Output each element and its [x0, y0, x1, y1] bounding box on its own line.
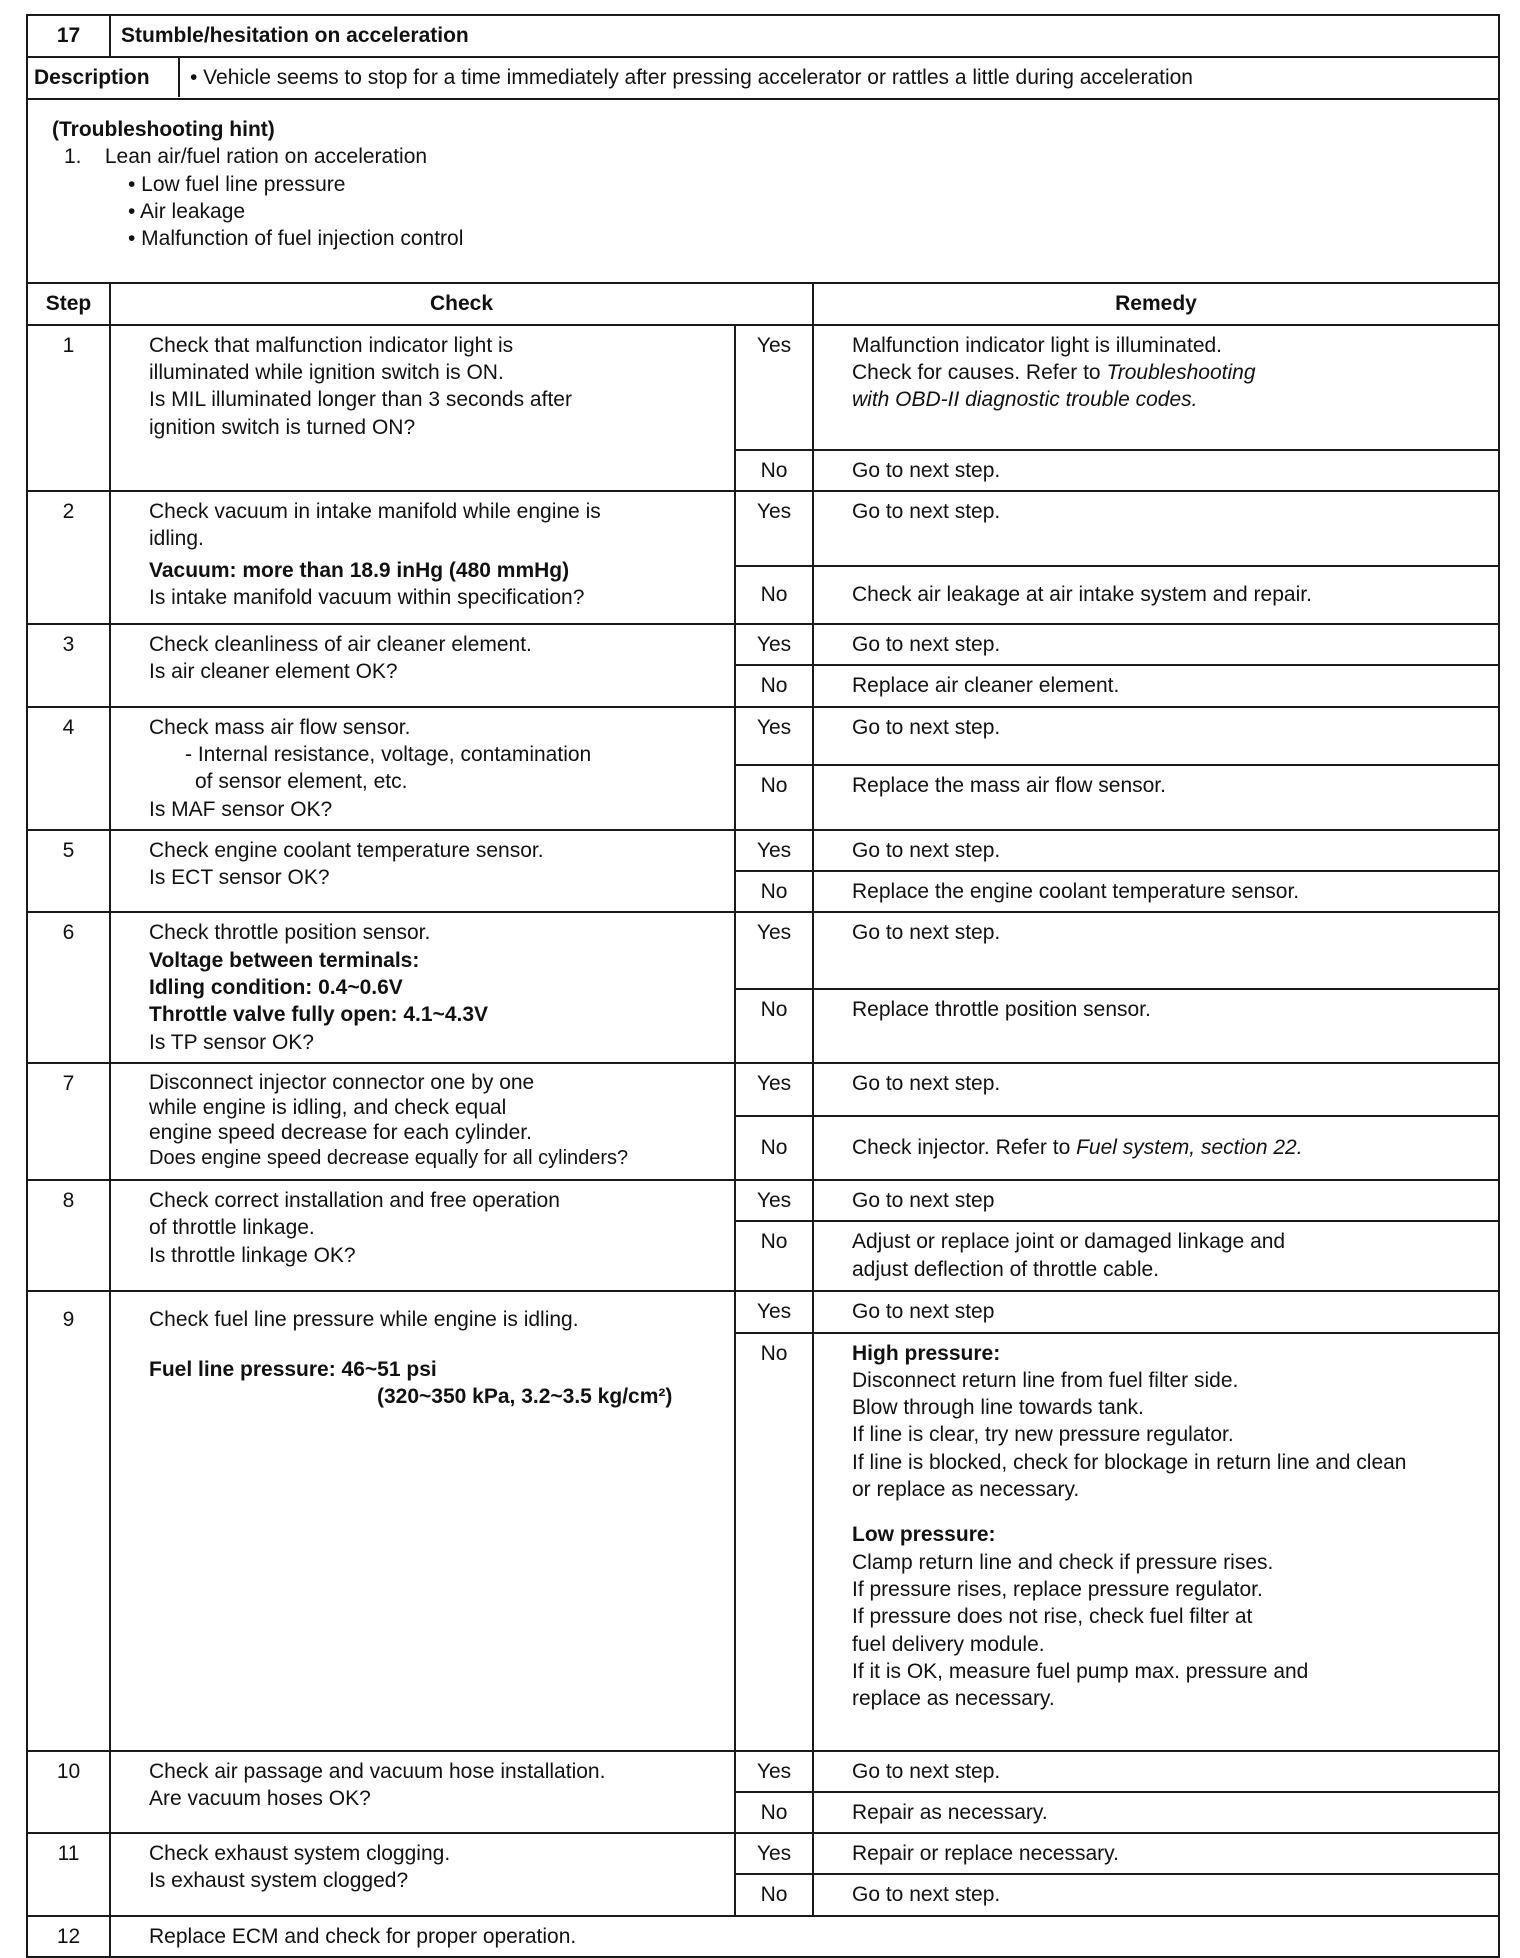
- remedy-yes: Go to next step: [813, 1180, 1499, 1221]
- remedy-yes: Go to next step.: [813, 912, 1499, 989]
- no-label: No: [735, 566, 813, 624]
- step-check: Check correct installation and free operation of throttle linkage. Is throttle linkage OK?: [110, 1180, 735, 1291]
- step-row: [27, 1063, 1499, 1116]
- troubleshooting-hint: [27, 99, 1499, 283]
- no-label: No: [735, 1221, 813, 1291]
- step-number: 6: [27, 912, 110, 1062]
- step-row: [27, 1291, 1499, 1332]
- hint-subitem: • Low fuel line pressure: [128, 172, 346, 196]
- remedy-no: Replace the mass air flow sensor.: [813, 765, 1499, 830]
- hint-item: 1. Lean air/fuel ration on acceleration: [64, 145, 428, 169]
- step-check: Replace ECM and check for proper operation.: [110, 1916, 1499, 1957]
- high-pressure-title: High pressure:: [852, 1341, 1001, 1365]
- no-label: No: [735, 1333, 813, 1751]
- step-number: 12: [27, 1916, 110, 1957]
- no-label: No: [735, 1874, 813, 1915]
- no-label: No: [735, 1116, 813, 1180]
- step-check: Check engine coolant temperature sensor. Is ECT sensor OK?: [110, 830, 735, 913]
- step-number: 7: [27, 1063, 110, 1180]
- no-label: No: [735, 1792, 813, 1833]
- step-check: Check air passage and vacuum hose installation. Are vacuum hoses OK?: [110, 1751, 735, 1834]
- yes-label: Yes: [735, 1833, 813, 1874]
- low-pressure-title: Low pressure:: [852, 1523, 996, 1547]
- remedy-yes: Go to next step.: [813, 830, 1499, 871]
- step-row: [27, 830, 1499, 871]
- hint-subitem: • Malfunction of fuel injection control: [128, 227, 464, 251]
- symptom-title: Stumble/hesitation on acceleration: [110, 15, 1499, 57]
- yes-label: Yes: [735, 707, 813, 765]
- step-check: Check exhaust system clogging. Is exhaust system clogged?: [110, 1833, 735, 1916]
- column-header-remedy: Remedy: [813, 283, 1499, 324]
- remedy-yes: Go to next step: [813, 1291, 1499, 1332]
- description-row: [27, 57, 1499, 99]
- remedy-yes: Go to next step.: [813, 707, 1499, 765]
- column-header-row: [27, 283, 1499, 324]
- hint-title: (Troubleshooting hint): [52, 118, 275, 141]
- yes-label: Yes: [735, 1291, 813, 1332]
- step-number: 11: [27, 1833, 110, 1916]
- step-check: Check mass air flow sensor. - Internal resistance, voltage, contamination of sensor element, etc. Is MAF sensor OK?: [110, 707, 735, 830]
- step-number: 8: [27, 1180, 110, 1291]
- column-header-check: Check: [110, 283, 813, 324]
- no-label: No: [735, 989, 813, 1063]
- step-number: 2: [27, 491, 110, 624]
- troubleshooting-table: [26, 14, 1500, 1958]
- step-row: [27, 624, 1499, 665]
- step-check: Check that malfunction indicator light is illuminated while ignition switch is ON. Is MIL illuminated longer than 3 seconds after ignition switch is turned ON?: [110, 325, 735, 491]
- remedy-yes: Malfunction indicator light is illuminated. Check for causes. Refer to Troubleshooting with OBD-II diagnostic trouble codes.: [813, 325, 1499, 450]
- yes-label: Yes: [735, 491, 813, 566]
- remedy-yes: Go to next step.: [813, 491, 1499, 566]
- step-check: Check fuel line pressure while engine is idling. Fuel line pressure: 46~51 psi (320~350 kPa, 3.2~3.5 kg/cm²): [110, 1291, 735, 1750]
- step-row: [27, 1916, 1499, 1957]
- no-label: No: [735, 450, 813, 491]
- remedy-no: Adjust or replace joint or damaged linkage and adjust deflection of throttle cable.: [813, 1221, 1499, 1291]
- remedy-no: Go to next step.: [813, 1874, 1499, 1915]
- remedy-no: Check air leakage at air intake system and repair.: [813, 566, 1499, 624]
- step-check: Check vacuum in intake manifold while engine is idling. Vacuum: more than 18.9 inHg (480 mmHg) Is intake manifold vacuum within specification?: [110, 491, 735, 624]
- remedy-no: Check injector. Refer to Fuel system, section 22.: [813, 1116, 1499, 1180]
- step-number: 4: [27, 707, 110, 830]
- step-row: [27, 1833, 1499, 1874]
- remedy-no: Go to next step.: [813, 450, 1499, 491]
- remedy-no: Replace throttle position sensor.: [813, 989, 1499, 1063]
- step-row: [27, 1180, 1499, 1221]
- step-row: [27, 491, 1499, 566]
- step-number: 5: [27, 830, 110, 913]
- step-number: 3: [27, 624, 110, 707]
- remedy-no: Replace air cleaner element.: [813, 665, 1499, 706]
- step-check: Check cleanliness of air cleaner element. Is air cleaner element OK?: [110, 624, 735, 707]
- yes-label: Yes: [735, 830, 813, 871]
- yes-label: Yes: [735, 1063, 813, 1116]
- remedy-no: High pressure: Disconnect return line from fuel filter side. Blow through line towards tank. If line is clear, try new pressure regulator. If line is blocked, check for blockage in return line and clean or replace as necessary. Low pressure: Clamp return line and check if pressure rises. If pressure rises, replace pressure regulator. If pressure does not rise, check fuel filter at fuel delivery module. If it is OK, measure fuel pump max. pressure and replace as necessary.: [813, 1333, 1499, 1751]
- step-row: [27, 912, 1499, 989]
- description-label: Description: [28, 58, 179, 97]
- remedy-yes: Go to next step.: [813, 1063, 1499, 1116]
- remedy-no: Repair as necessary.: [813, 1792, 1499, 1833]
- step-row: [27, 325, 1499, 450]
- remedy-yes: Go to next step.: [813, 1751, 1499, 1792]
- step-number: 10: [27, 1751, 110, 1834]
- no-label: No: [735, 871, 813, 912]
- yes-label: Yes: [735, 1180, 813, 1221]
- yes-label: Yes: [735, 624, 813, 665]
- step-number: 9: [27, 1291, 110, 1750]
- hint-subitem: • Air leakage: [128, 199, 246, 223]
- step-check: Check throttle position sensor. Voltage between terminals: Idling condition: 0.4~0.6V Throttle valve fully open: 4.1~4.3V Is TP sensor OK?: [110, 912, 735, 1062]
- remedy-yes: Repair or replace necessary.: [813, 1833, 1499, 1874]
- remedy-no: Replace the engine coolant temperature sensor.: [813, 871, 1499, 912]
- remedy-yes: Go to next step.: [813, 624, 1499, 665]
- hint-row: [27, 99, 1499, 283]
- yes-label: Yes: [735, 325, 813, 450]
- symptom-number: 17: [27, 15, 110, 57]
- no-label: No: [735, 765, 813, 830]
- description-text: • Vehicle seems to stop for a time immediately after pressing accelerator or rattles a little during acceleration: [190, 66, 1193, 89]
- no-label: No: [735, 665, 813, 706]
- header-row: [27, 15, 1499, 57]
- yes-label: Yes: [735, 1751, 813, 1792]
- step-number: 1: [27, 325, 110, 491]
- step-row: [27, 707, 1499, 765]
- step-check: Disconnect injector connector one by one while engine is idling, and check equal engine speed decrease for each cylinder. Does engine speed decrease equally for all cylinders?: [110, 1063, 735, 1180]
- column-header-step: Step: [27, 283, 110, 324]
- step-row: [27, 1751, 1499, 1792]
- yes-label: Yes: [735, 912, 813, 989]
